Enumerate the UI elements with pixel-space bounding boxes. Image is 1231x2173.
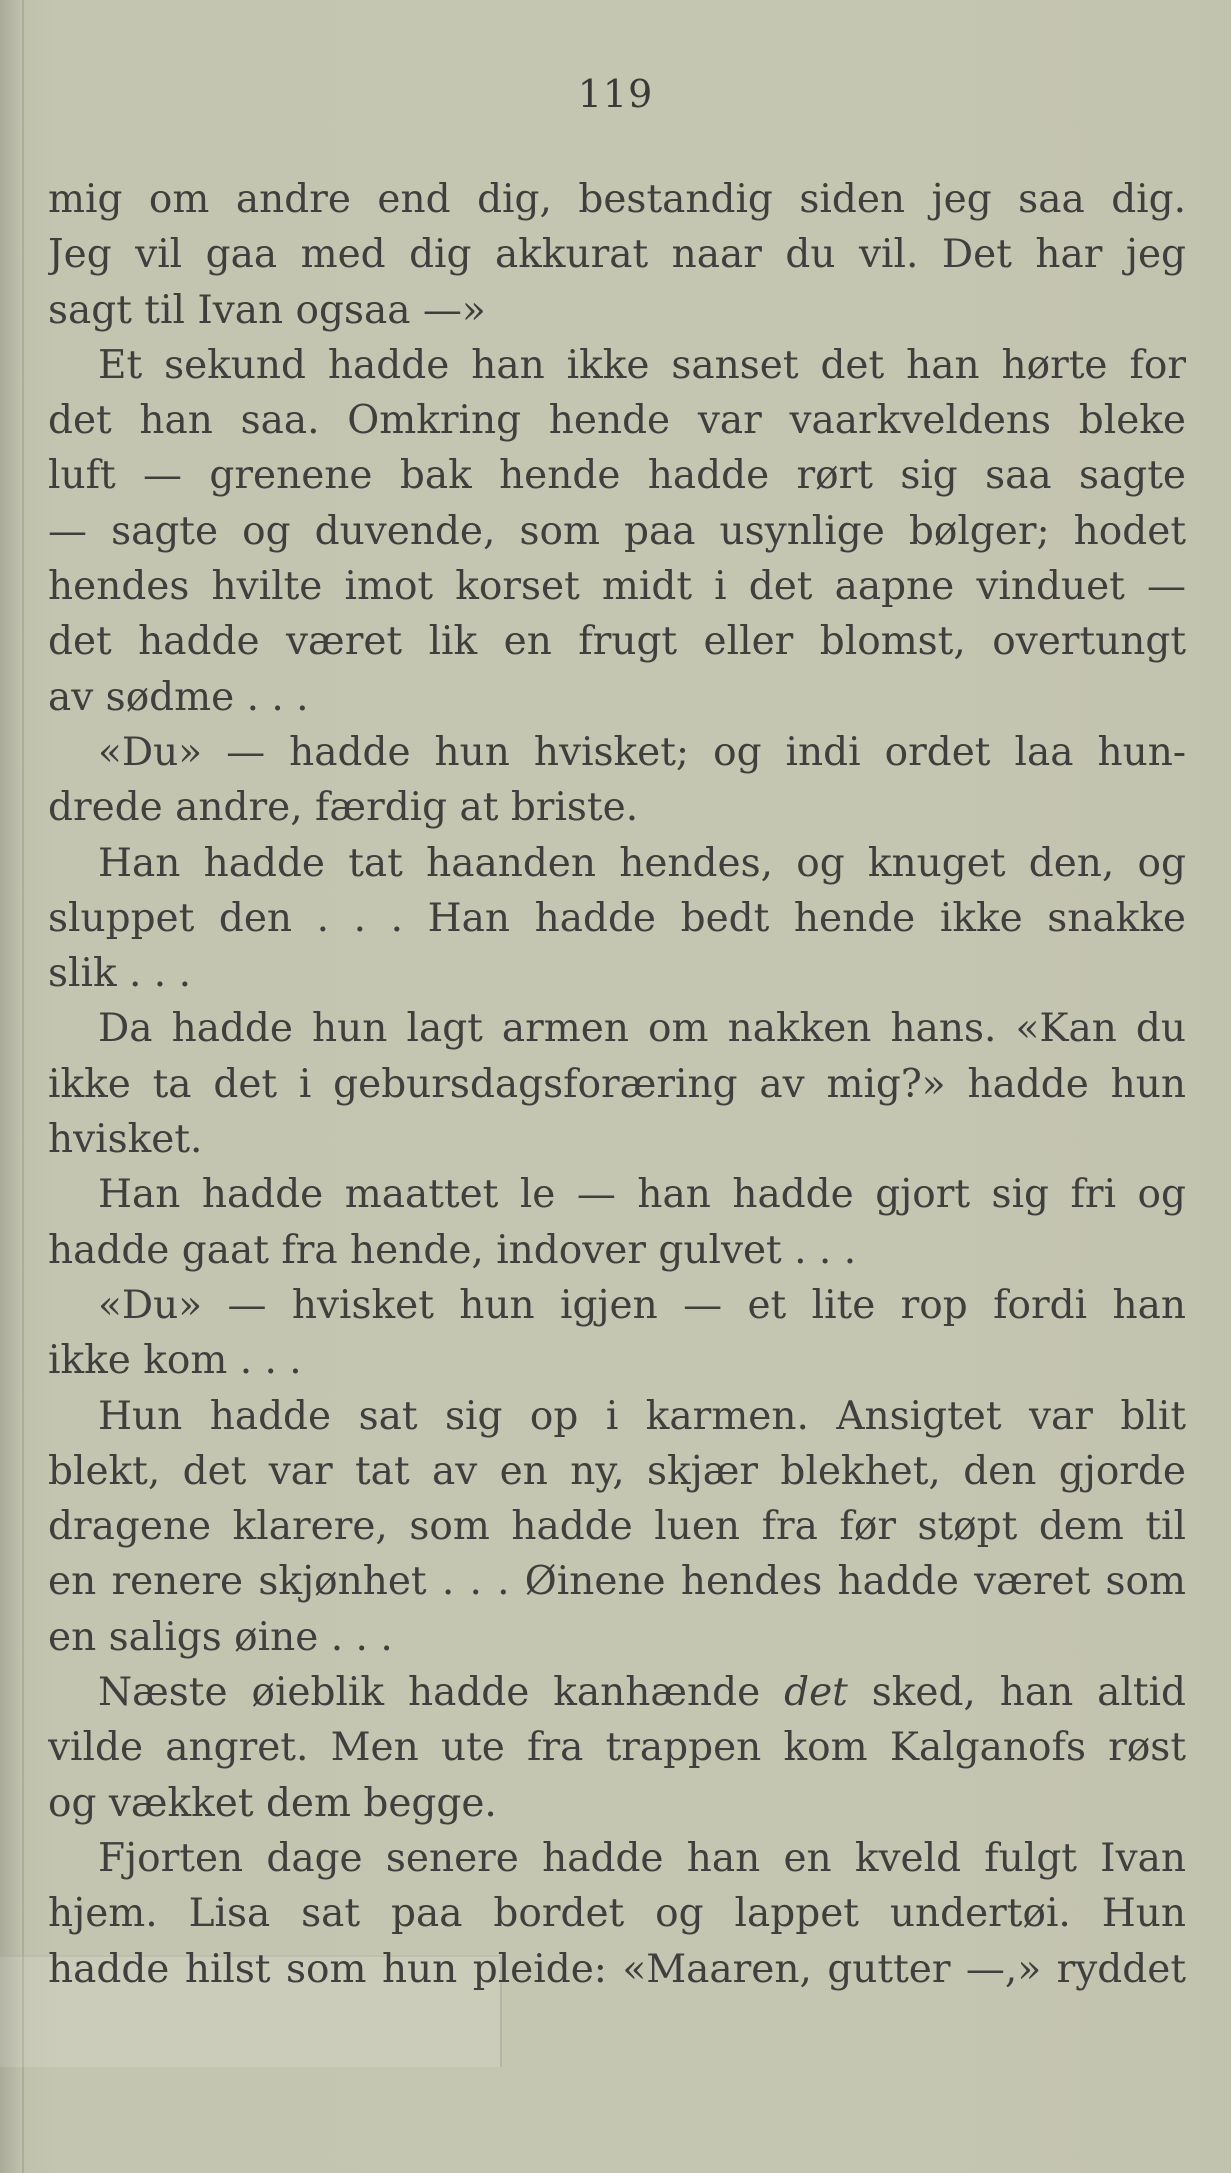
- text-line: sluppet den . . . Han hadde bedt hende ikke snakke: [48, 895, 1186, 941]
- text-line: Jeg vil gaa med dig akkurat naar du vil. Det har jeg: [48, 232, 1186, 278]
- text-line: og vækket dem begge.: [48, 1780, 497, 1826]
- page-number: 119: [577, 72, 654, 116]
- text-line: blekt, det var tat av en ny, skjær blekhet, den gjorde: [48, 1448, 1186, 1494]
- text-line: mig om andre end dig, bestandig siden jeg saa dig.: [48, 177, 1186, 222]
- body-text: [48, 172, 1186, 1997]
- text-line: Fjorten dage senere hadde han en kveld fulgt Ivan: [98, 1835, 1186, 1881]
- text-line: hadde gaat fra hende, indover gulvet . . .: [48, 1227, 857, 1273]
- text-line: hjem. Lisa sat paa bordet og lappet undertøi. Hun: [48, 1891, 1186, 1937]
- text-line: dragene klarere, som hadde luen fra før støpt dem til: [48, 1504, 1186, 1550]
- text-line: drede andre, færdig at briste.: [48, 785, 639, 831]
- text-line: vilde angret. Men ute fra trappen kom Kalganofs røst: [48, 1725, 1186, 1771]
- text-line: — sagte og duvende, som paa usynlige bølger; hodet: [48, 508, 1186, 554]
- text-line: «Du» — hvisket hun igjen — et lite rop fordi han: [98, 1282, 1186, 1328]
- text-line: Han hadde maattet le — han hadde gjort sig fri og: [98, 1172, 1186, 1218]
- text-line: det han saa. Omkring hende var vaarkveldens bleke: [48, 398, 1186, 444]
- text-line: av sødme . . .: [48, 674, 309, 720]
- page-binding-edge: [22, 0, 24, 2173]
- text-line: hadde hilst som hun pleide: «Maaren, gutter —,» ryddet: [48, 1946, 1186, 1992]
- text-line: Hun hadde sat sig op i karmen. Ansigtet var blit: [98, 1393, 1186, 1439]
- text-line: ikke kom . . .: [48, 1338, 302, 1384]
- text-line: det hadde været lik en frugt eller blomst, overtungt: [48, 619, 1186, 665]
- text-line: Da hadde hun lagt armen om nakken hans. «Kan du: [98, 1006, 1186, 1052]
- text-line: sagt til Ivan ogsaa —»: [48, 287, 486, 333]
- text-line: en saligs øine . . .: [48, 1614, 393, 1660]
- text-line: Et sekund hadde han ikke sanset det han hørte for: [98, 342, 1186, 388]
- text-line: hendes hvilte imot korset midt i det aapne vinduet —: [48, 564, 1186, 610]
- text-line: «Du» — hadde hun hvisket; og indi ordet laa hun-: [98, 729, 1186, 775]
- text-line: luft — grenene bak hende hadde rørt sig saa sagte: [48, 453, 1186, 499]
- text-line: hvisket.: [48, 1117, 203, 1163]
- text-line: slik . . .: [48, 951, 191, 997]
- text-line: ikke ta det i gebursdagsforæring av mig?» hadde hun: [48, 1061, 1186, 1107]
- text-line: en renere skjønhet . . . Øinene hendes hadde været som: [48, 1559, 1186, 1605]
- text-line: Næste øieblik hadde kanhænde det sked, han altid: [98, 1670, 1186, 1716]
- text-line: Han hadde tat haanden hendes, og knuget den, og: [98, 840, 1186, 886]
